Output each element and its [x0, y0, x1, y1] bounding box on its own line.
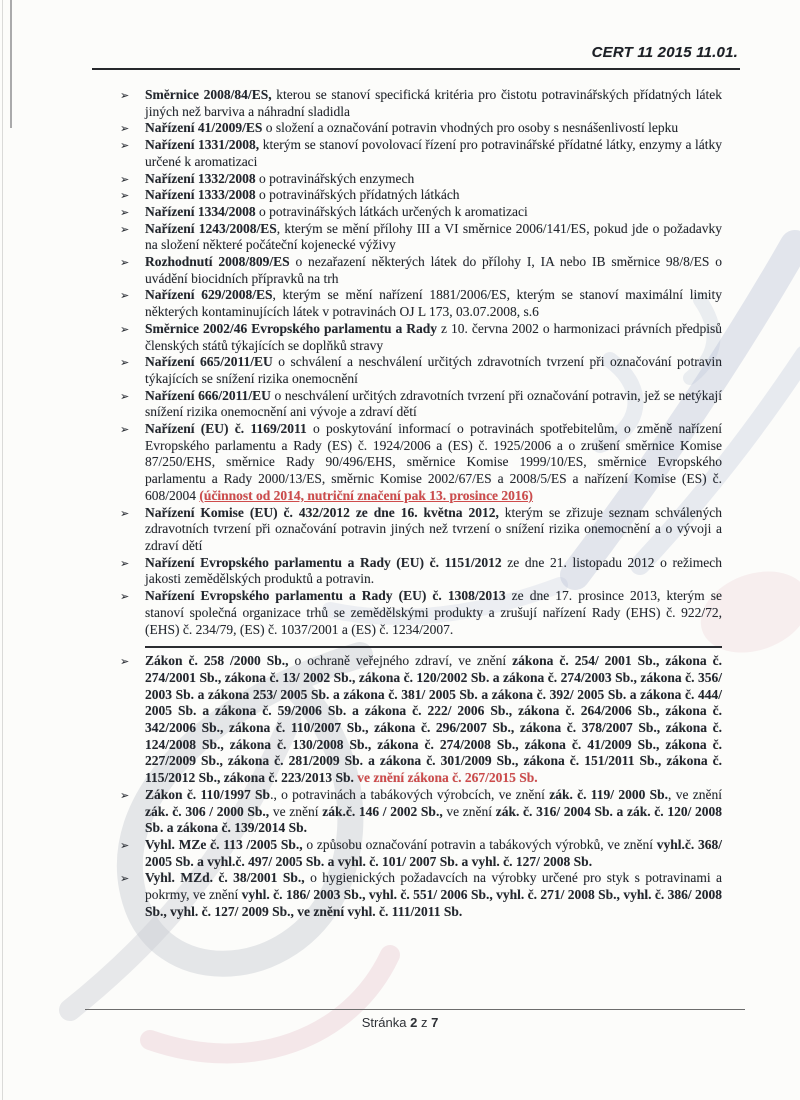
text-run: (účinnost od 2014, nutriční značení pak 13. prosince 2016)	[199, 487, 533, 503]
text-run: Nařízení 1334/2008	[145, 203, 256, 219]
text-run: vyhl. č. 186/ 2003 Sb., vyhl. č. 551/ 2006 Sb., vyhl. č. 271/ 2008 Sb., vyhl. č. 386/ 2008 Sb., vyhl. č. 127/ 2009 Sb., ve znění vyhl. č. 111/2011 Sb.	[145, 887, 722, 919]
text-run: 2	[410, 1015, 418, 1030]
text-run: , kterým se mění nařízení 1881/2006/ES, kterým se stanoví maximální limity některých kontaminujících látek v potravinách OJ L 173, 03.07.2008, s.6	[145, 287, 723, 320]
header-rule	[92, 68, 740, 70]
list-item	[118, 321, 722, 354]
list-item	[118, 421, 722, 505]
list-item	[118, 354, 722, 387]
text-run: o schválení a neschválení určitých zdravotních tvrzení při označování potravin týkajících se snížení rizika onemocnění	[145, 354, 722, 386]
list-item	[118, 254, 722, 287]
item-text	[145, 171, 414, 186]
bullet-arrow-icon: ➢	[120, 289, 130, 303]
text-run: o potravinářských látkách určených k aromatizaci	[255, 203, 528, 219]
bullet-arrow-icon: ➢	[120, 838, 130, 852]
text-run: kterou se stanoví specifická kritéria pro čistotu potravinářských přídatných látek jiných než barviva a náhradní sladidla	[145, 87, 722, 119]
text-run: Nařízení 1243/2008/ES	[145, 220, 277, 236]
section-national-legislation	[118, 653, 722, 920]
text-run: ve znění	[442, 803, 496, 819]
text-run: ze dne 17. prosince 2013, kterým se stanoví společná organizace trhů se zemědělskými produkty a zrušují nařízení Rady (EHS) č. 922/72, (EHS) č. 234/79, (ES) č. 1037/2001 a (ES) č. 1234/2007.	[145, 588, 722, 637]
text-run: Nařízení 666/2011/EU	[145, 387, 271, 403]
text-run: Nařízení 665/2011/EU	[145, 354, 273, 370]
list-item	[118, 187, 722, 204]
item-text	[145, 787, 722, 835]
item-text	[145, 287, 722, 319]
bullet-arrow-icon: ➢	[120, 590, 130, 604]
text-run: Nařízení 1332/2008	[145, 170, 256, 186]
list-item	[118, 555, 722, 588]
item-text	[145, 388, 722, 420]
list-item	[118, 505, 722, 555]
item-text	[145, 254, 722, 286]
item-text	[145, 421, 722, 503]
text-run: z	[417, 1015, 432, 1030]
text-run: ve znění zákona č. 267/2015 Sb.	[357, 770, 538, 786]
text-run: kterým se stanoví povolovací řízení pro potravinářské přídatné látky, enzymy a látky určené k aromatizaci	[145, 137, 722, 169]
text-run: o potravinářských přídatných látkách	[255, 187, 460, 203]
text-run: z 10. června 2002 o harmonizaci právních předpisů členských států týkajících se doplňků stravy	[145, 320, 722, 353]
page-number	[0, 1015, 800, 1030]
bullet-arrow-icon: ➢	[120, 172, 130, 186]
text-run: , kterým se mění přílohy III a VI směrnice 2006/141/ES, pokud jde o požadavky na složení některé počáteční kojenecké výživy	[145, 220, 723, 253]
text-run: Nařízení 1333/2008	[145, 187, 256, 203]
text-run: o způsobu označování potravin a tabákových výrobků, ve znění	[302, 836, 657, 852]
text-run: Nařízení (EU) č. 1169/2011	[145, 421, 307, 437]
text-run: Vyhl. MZd. č. 38/2001 Sb.,	[145, 870, 305, 886]
bullet-arrow-icon: ➢	[120, 506, 130, 520]
bullet-arrow-icon: ➢	[120, 655, 130, 669]
item-text	[145, 120, 678, 135]
item-text	[145, 137, 722, 169]
text-run: , ve znění	[668, 786, 722, 802]
item-text	[145, 505, 722, 553]
text-run: Nařízení Evropského parlamentu a Rady (EU) č. 1151/2012	[145, 554, 502, 570]
bullet-arrow-icon: ➢	[120, 89, 130, 102]
text-run: zák. č. 119/ 2000 Sb.	[549, 786, 669, 802]
text-run: Rozhodnutí 2008/809/ES	[145, 254, 290, 270]
item-text	[145, 870, 722, 918]
list-item	[118, 120, 722, 137]
bullet-arrow-icon: ➢	[120, 556, 130, 570]
bullet-arrow-icon: ➢	[120, 189, 130, 203]
text-run: o poskytování informací o potravinách spotřebitelům, o změně nařízení Evropského parlamentu a Rady (ES) č. 1924/2006 a (ES) č. 1925/2006 a o zrušení směrnice Komise 87/250/EHS, směrnice Rady 90/496/EHS, směrnice Komise 1999/10/ES, směrnice Evropského parlamentu a Rady 2000/13/ES, směrnic Komise 2002/67/ES a 2008/5/ES a nařízení Komise (ES) č. 608/2004	[145, 421, 722, 503]
bullet-arrow-icon: ➢	[120, 788, 130, 802]
text-run: Nařízení Komise (EU) č. 432/2012 ze dne 16. května 2012,	[145, 504, 499, 520]
text-run: o složení a označování potravin vhodných pro osoby s nesnášenlivostí lepku	[262, 120, 679, 136]
bullet-arrow-icon: ➢	[120, 205, 130, 219]
text-run: vyhl.č. 368/ 2005 Sb. a vyhl.č. 497/ 2005 Sb. a vyhl. č. 101/ 2007 Sb. a vyhl. č. 127/ 2008 Sb.	[145, 836, 722, 869]
item-text	[145, 87, 722, 119]
bullet-arrow-icon: ➢	[120, 122, 130, 136]
list-item	[118, 653, 722, 787]
text-run: o hygienických požadavcích na výrobky určené pro styk s potravinami a pokrmy, ve znění	[145, 870, 722, 903]
text-run: zák. č. 316/ 2004 Sb. a zák. č. 120/ 2008 Sb. a zákona č. 139/2014 Sb.	[145, 803, 722, 836]
text-run: Nařízení 1331/2008,	[145, 137, 260, 153]
list-item	[118, 287, 722, 320]
text-run: Směrnice 2002/46 Evropského parlamentu a Rady	[145, 320, 437, 336]
legislation-list	[118, 87, 722, 920]
item-text	[145, 653, 722, 785]
list-item	[118, 588, 722, 638]
text-run: Stránka	[361, 1015, 411, 1030]
text-run: Nařízení 41/2009/ES	[145, 120, 263, 136]
text-run: Vyhl. MZe č. 113 /2005 Sb.,	[145, 836, 303, 852]
list-item	[118, 870, 722, 920]
bullet-arrow-icon: ➢	[120, 222, 130, 236]
text-run: Směrnice 2008/84/ES,	[145, 87, 272, 102]
text-run: zákona č. 254/ 2001 Sb., zákona č. 274/2001 Sb., zákona č. 13/ 2002 Sb., zákona č. 120/2002 Sb. a zákona č. 274/2003 Sb., zákona č. 356/ 2003 Sb. a zákona 253/ 2005 Sb. a zákona č. 381/ 2005 Sb. a zákona č. 392/ 2005 Sb. a zákona č. 444/ 2005 Sb. a zákona č. 59/2006 Sb. a zákona č. 222/ 2006 Sb., zákona č. 264/2006 Sb., zákona č. 342/2006 Sb., zákona č. 110/2007 Sb., zákona č. 296/2007 Sb., zákona č. 378/2007 Sb., zákona č. 124/2008 Sb., zákona č. 130/2008 Sb., zákona č. 274/2008 Sb., zákona č. 41/2009 Sb., zákona č. 227/2009 Sb., zákona č. 281/2009 Sb. a zákona č. 301/2009 Sb., zákona č. 151/2011 Sb., zákona č. 115/2012 Sb., zákona č. 223/2013 Sb.	[145, 653, 722, 786]
text-run: Nařízení 629/2008/ES	[145, 287, 273, 303]
item-text	[145, 555, 722, 587]
list-item	[118, 837, 722, 870]
list-item	[118, 137, 722, 170]
text-run: zák. č. 306 / 2000 Sb.,	[145, 803, 270, 819]
document-code: CERT 11 2015 11.01.	[591, 44, 738, 61]
text-run: o nezařazení některých látek do přílohy I, IA nebo IB směrnice 98/8/ES o uvádění biocidních přípravků na trh	[145, 254, 722, 286]
text-run: 7	[431, 1015, 439, 1030]
bullet-arrow-icon: ➢	[120, 389, 130, 403]
item-text	[145, 837, 722, 869]
text-run: o potravinářských enzymech	[255, 170, 415, 186]
text-run: zák.č. 146 / 2002 Sb.,	[322, 803, 443, 819]
list-item	[118, 787, 722, 837]
list-item	[118, 204, 722, 221]
section-divider	[145, 646, 722, 648]
text-run: Nařízení Evropského parlamentu a Rady (EU) č. 1308/2013	[145, 588, 506, 604]
text-run: o ochraně veřejného zdraví, ve znění	[288, 653, 513, 669]
scan-edge-artifact	[2, 0, 3, 1100]
footer-rule	[85, 1009, 745, 1010]
item-text	[145, 354, 722, 386]
list-item	[118, 388, 722, 421]
text-run: ve znění	[269, 803, 323, 819]
bullet-arrow-icon: ➢	[120, 423, 130, 437]
list-item	[118, 221, 722, 254]
item-text	[145, 588, 722, 636]
bullet-arrow-icon: ➢	[120, 322, 130, 336]
text-run: kterým se zřizuje seznam schválených zdravotních tvrzení při označování potravin jiných než tvrzení o snížení rizika onemocnění a o vývoji a zdraví dětí	[145, 504, 722, 553]
text-run: Zákon č. 258 /2000 Sb.,	[145, 653, 289, 669]
item-text	[145, 321, 722, 353]
item-text	[145, 221, 722, 253]
bullet-arrow-icon: ➢	[120, 256, 130, 270]
text-run: ze dne 21. listopadu 2012 o režimech jakosti zemědělských produktů a potravin.	[145, 554, 722, 587]
list-item	[118, 87, 722, 120]
text-run: o neschválení určitých zdravotních tvrzení při označování potravin, jež se netýkají snížení rizika onemocnění ani vývoje a zdraví dětí	[145, 387, 722, 420]
bullet-arrow-icon: ➢	[120, 139, 130, 153]
bullet-arrow-icon: ➢	[120, 356, 130, 370]
item-text	[145, 204, 528, 219]
bullet-arrow-icon: ➢	[120, 872, 130, 886]
text-run: ., o potravinách a tabákových výrobcích, ve znění	[270, 786, 550, 802]
scan-corner-artifact	[10, 0, 12, 128]
item-text	[145, 187, 460, 202]
list-item	[118, 171, 722, 188]
text-run: Zákon č. 110/1997 Sb	[145, 786, 271, 802]
section-eu-legislation	[118, 87, 722, 638]
